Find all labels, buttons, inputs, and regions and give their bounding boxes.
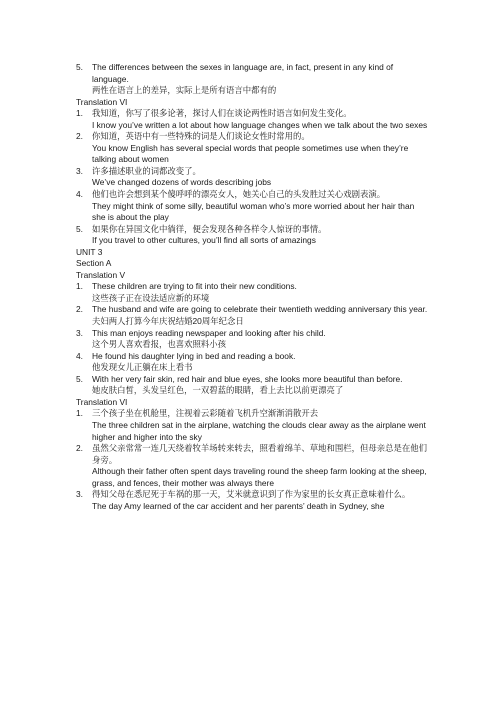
item-number: 4. xyxy=(76,189,83,200)
list-item xyxy=(76,489,428,512)
item-text: The three children sat in the airplane, watching the clouds clear away as the airplane went higher and higher into the sky xyxy=(92,419,426,442)
item-number: 2. xyxy=(76,304,83,315)
item-text: 他们也许会想到某个傻呼呼的漂亮女人，她关心自己的头发胜过关心戏剧表演。 xyxy=(92,189,386,200)
item-text: He found his daughter lying in bed and reading a book. xyxy=(92,350,296,361)
list-item xyxy=(76,443,428,489)
list-item xyxy=(76,131,428,166)
item-text: 她皮肤白皙，头发呈红色，一双碧蓝的眼睛，看上去比以前更漂亮了 xyxy=(92,385,344,396)
item-text: Although their father often spent days traveling round the sheep farm looking at the sheep, grass, and fences, their mother was always there xyxy=(92,466,427,488)
item-number: 3. xyxy=(76,165,83,176)
item-number: 5. xyxy=(76,223,83,234)
list-item xyxy=(76,328,428,351)
list-item xyxy=(76,189,428,224)
item-number: 1. xyxy=(76,281,83,292)
item-text: If you travel to other cultures, you’ll find all sorts of amazings xyxy=(92,235,316,246)
list-item xyxy=(76,281,428,304)
list-item xyxy=(76,166,428,189)
item-text: 我知道，你写了很多论著，探讨人们在谈论两性时语言如何发生变化。 xyxy=(92,108,352,119)
item-text: 你知道，英语中有一些特殊的词是人们谈论女性时常用的。 xyxy=(92,131,310,142)
item-text: I know you’ve written a lot about how language changes when we talk about the two sexes xyxy=(92,119,428,130)
list-item xyxy=(76,108,428,131)
item-number: 3. xyxy=(76,327,83,338)
item-text: You know English has several special words that people sometimes use when they’re talking about women xyxy=(92,142,409,165)
document-content xyxy=(76,62,428,512)
item-text: With her very fair skin, red hair and blue eyes, she looks more beautiful than before. xyxy=(92,373,403,384)
section-heading: Translation V xyxy=(76,269,126,280)
item-text: 这个男人喜欢看报，也喜欢照料小孩 xyxy=(92,339,226,350)
list-item xyxy=(76,374,428,397)
list-item xyxy=(76,62,428,97)
item-number: 1. xyxy=(76,408,83,419)
item-text: 两性在语言上的差异，实际上是所有语言中都有的 xyxy=(92,85,277,96)
item-text: We’ve changed dozens of words describing jobs xyxy=(92,177,272,188)
item-text: 许多描述职业的词都改变了。 xyxy=(92,165,201,176)
section-heading: Section A xyxy=(76,258,112,269)
item-text: The day Amy learned of the car accident and her parents’ death in Sydney, she xyxy=(92,500,385,511)
section-heading: Translation VI xyxy=(76,96,128,107)
item-number: 2. xyxy=(76,131,83,142)
section-heading: Translation VI xyxy=(76,396,128,407)
item-text: 这些孩子正在设法适应新的环境 xyxy=(92,292,210,303)
item-text: 夫妇两人打算今年庆祝结婚20周年纪念日 xyxy=(92,316,244,327)
item-text: The husband and wife are going to celebrate their twentieth wedding anniversary this year. xyxy=(92,304,428,315)
item-number: 5. xyxy=(76,62,83,72)
item-number: 2. xyxy=(76,443,83,454)
item-text: The differences between the sexes in language are, in fact, present in any kind of language. xyxy=(92,62,394,84)
item-number: 4. xyxy=(76,350,83,361)
item-text: This man enjoys reading newspaper and looking after his child. xyxy=(92,327,326,338)
list-item xyxy=(76,351,428,374)
item-text: 虽然父亲常常一连几天绕着牧羊场转来转去，照看着绵羊、草地和围栏，但母亲总是在他们身旁。 xyxy=(92,443,427,465)
section-heading: UNIT 3 xyxy=(76,246,103,257)
item-number: 5. xyxy=(76,373,83,384)
list-item xyxy=(76,224,428,247)
item-text: 三个孩子坐在机舱里，注视着云彩随着飞机升空渐渐消散开去 xyxy=(92,408,319,419)
item-text: 得知父母在悉尼死于车祸的那一天，艾米就意识到了作为家里的长女真正意味着什么。 xyxy=(92,489,411,500)
list-item xyxy=(76,408,428,443)
item-text: 他发现女儿正躺在床上看书 xyxy=(92,362,193,373)
item-text: These children are trying to fit into their new conditions. xyxy=(92,281,297,292)
item-number: 3. xyxy=(76,489,83,500)
item-number: 1. xyxy=(76,108,83,119)
item-text: They might think of some silly, beautiful woman who’s more worried about her hair than she is about the play xyxy=(92,200,415,223)
list-item xyxy=(76,304,428,327)
item-text: 如果你在异国文化中徜徉，便会发现各种各样令人惊讶的事情。 xyxy=(92,223,327,234)
